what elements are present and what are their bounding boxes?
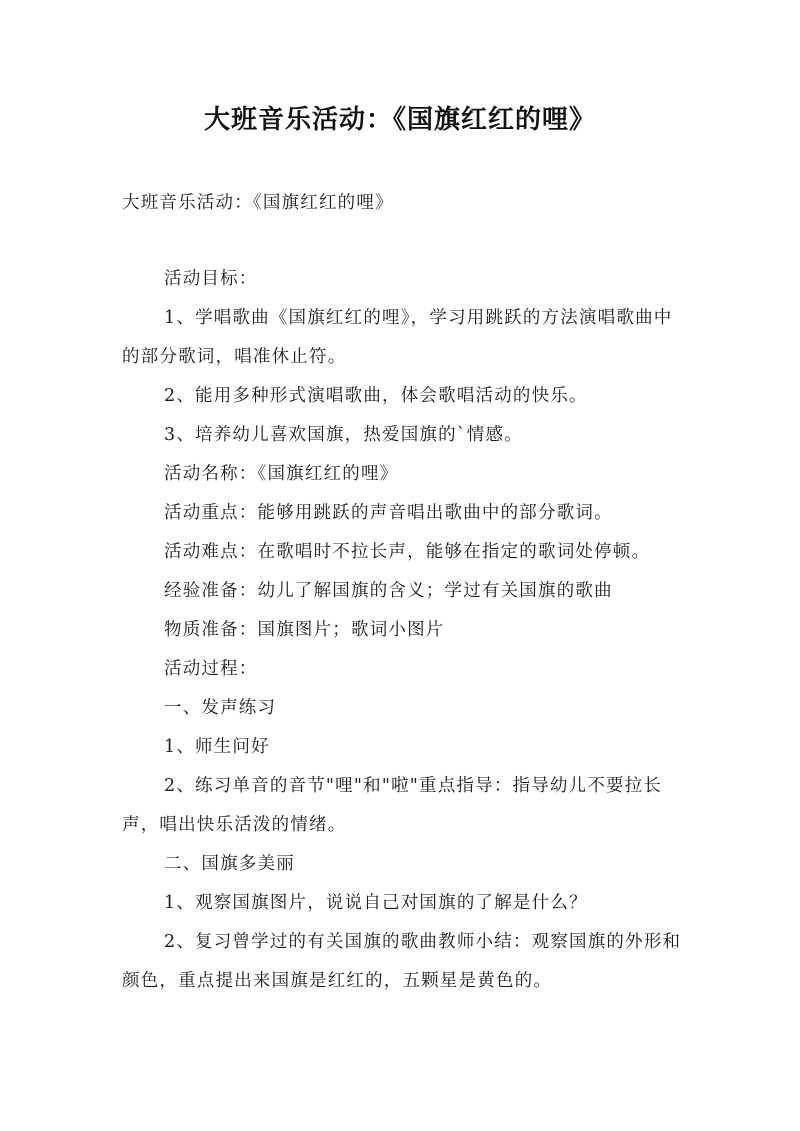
paragraph: 活动目标： (164, 269, 258, 289)
document-title: 大班音乐活动：《国旗红红的哩》 (203, 105, 596, 135)
paragraph: 活动名称：《国旗红红的哩》 (164, 464, 399, 484)
paragraph: 一、发声练习 (164, 698, 277, 718)
paragraph: 经验准备：幼儿了解国旗的含义；学过有关国旗的歌曲 (164, 581, 613, 601)
document-body (122, 184, 687, 1001)
paragraph: 2、练习单音的音节"哩"和"啦"重点指导：指导幼儿不要拉长声，唱出快乐活泼的情绪。 (122, 776, 663, 835)
paragraph: 活动重点：能够用跳跃的声音唱出歌曲中的部分歌词。 (164, 503, 613, 523)
paragraph: 1、师生问好 (164, 737, 270, 757)
paragraph: 2、能用多种形式演唱歌曲，体会歌唱活动的快乐。 (164, 386, 588, 406)
paragraph: 活动难点：在歌唱时不拉长声，能够在指定的歌词处停顿。 (164, 542, 651, 562)
paragraph: 物质准备：国旗图片；歌词小图片 (164, 620, 445, 640)
paragraph: 3、培养幼儿喜欢国旗，热爱国旗的`情感。 (164, 425, 523, 445)
paragraph: 2、复习曾学过的有关国旗的歌曲教师小结：观察国旗的外形和颜色，重点提出来国旗是红红的，五颗星是黄色的。 (122, 932, 682, 991)
paragraph: 1、观察国旗图片，说说自己对国旗的了解是什么？ (164, 893, 588, 913)
paragraph: 1、学唱歌曲《国旗红红的哩》，学习用跳跃的方法演唱歌曲中的部分歌词，唱准休止符。 (122, 308, 673, 367)
document-subtitle: 大班音乐活动：《国旗红红的哩》 (122, 193, 394, 213)
paragraph: 二、国旗多美丽 (164, 854, 295, 874)
paragraph: 活动过程： (164, 659, 258, 679)
paragraph-gap (122, 223, 687, 260)
